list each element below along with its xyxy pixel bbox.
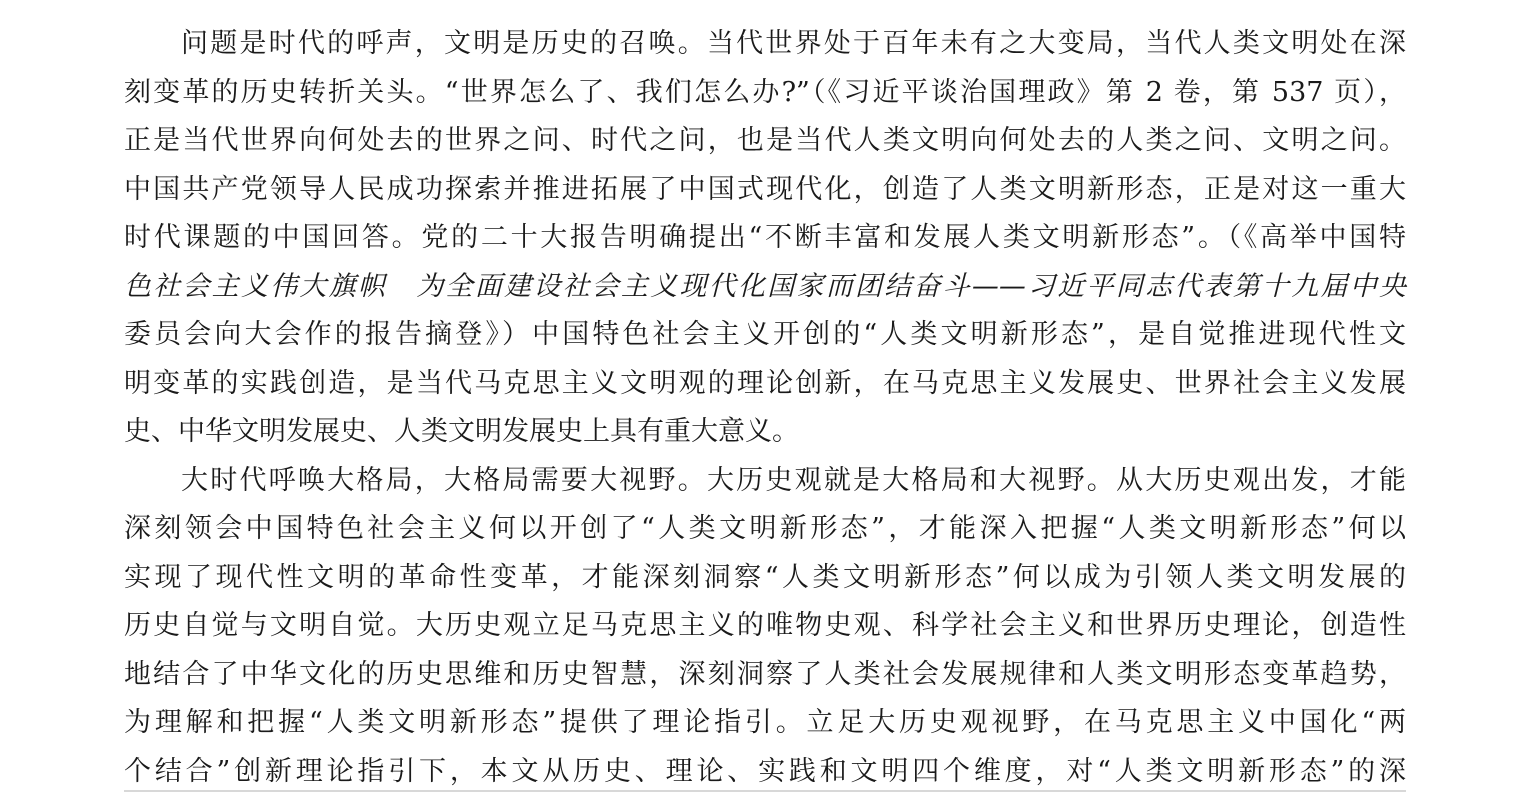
text-line: 实现了现代性文明的革命性变革，才能深刻洞察“人类文明新形态”何以成为引领人类文明发展的 — [124, 554, 1406, 603]
text-line-citation: 色社会主义伟大旗帜 为全面建设社会主义现代化国家而团结奋斗——习近平同志代表第十九届中央 — [124, 263, 1406, 312]
document-body — [124, 20, 1406, 796]
text-line: 历史自觉与文明自觉。大历史观立足马克思主义的唯物史观、科学社会主义和世界历史理论，创造性 — [124, 602, 1406, 651]
text-line: 个结合”创新理论指引下，本文从历史、理论、实践和文明四个维度，对“人类文明新形态”的深 — [124, 748, 1406, 796]
paragraph-1 — [124, 20, 1406, 457]
text-line: 中国共产党领导人民成功探索并推进拓展了中国式现代化，创造了人类文明新形态，正是对这一重大 — [124, 166, 1406, 215]
text-line: 为理解和把握“人类文明新形态”提供了理论指引。立足大历史观视野，在马克思主义中国化“两 — [124, 699, 1406, 748]
page-bottom-divider — [124, 790, 1406, 792]
text-line: 问题是时代的呼声，文明是历史的召唤。当代世界处于百年未有之大变局，当代人类文明处在深 — [124, 20, 1406, 69]
text-line: 大时代呼唤大格局，大格局需要大视野。大历史观就是大格局和大视野。从大历史观出发，才能 — [124, 457, 1406, 506]
text-line: 刻变革的历史转折关头。“世界怎么了、我们怎么办?”（《习近平谈治国理政》第 2 卷，第 537 页）， — [124, 69, 1406, 118]
text-line: 正是当代世界向何处去的世界之问、时代之问，也是当代人类文明向何处去的人类之问、文明之问。 — [124, 117, 1406, 166]
text-line: 委员会向大会作的报告摘登》）中国特色社会主义开创的“人类文明新形态”，是自觉推进现代性文 — [124, 311, 1406, 360]
paragraph-2 — [124, 457, 1406, 796]
text-line: 深刻领会中国特色社会主义何以开创了“人类文明新形态”，才能深入把握“人类文明新形态”何以 — [124, 505, 1406, 554]
text-line: 时代课题的中国回答。党的二十大报告明确提出“不断丰富和发展人类文明新形态”。（《高举中国特 — [124, 214, 1406, 263]
text-line: 明变革的实践创造，是当代马克思主义文明观的理论创新，在马克思主义发展史、世界社会主义发展 — [124, 360, 1406, 409]
text-line: 地结合了中华文化的历史思维和历史智慧，深刻洞察了人类社会发展规律和人类文明形态变革趋势， — [124, 651, 1406, 700]
text-line: 史、中华文明发展史、人类文明发展史上具有重大意义。 — [124, 408, 1406, 457]
